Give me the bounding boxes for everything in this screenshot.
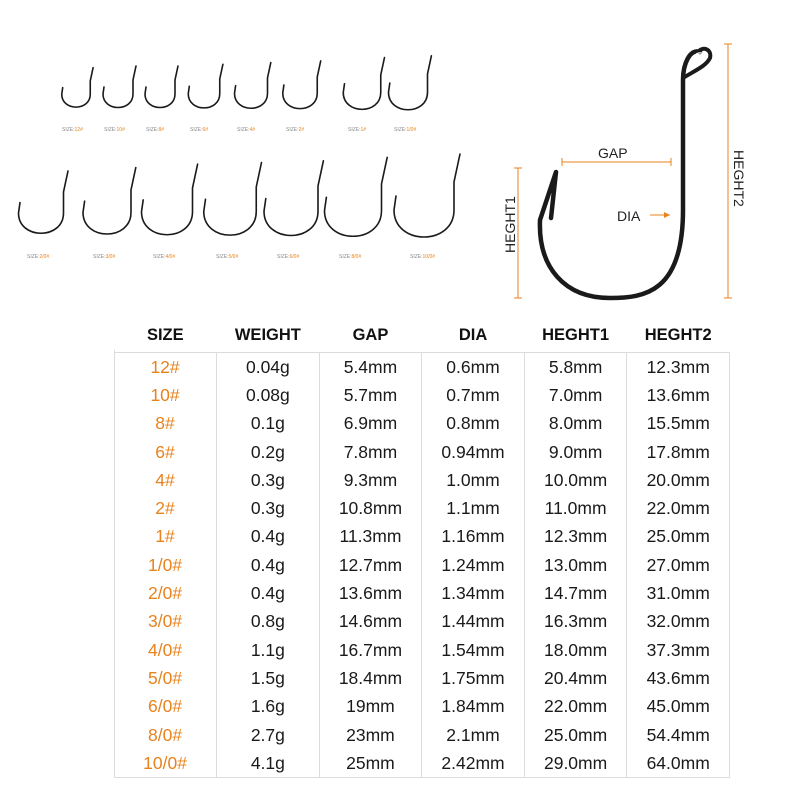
table-cell: 19mm xyxy=(319,693,422,721)
table-cell: 12.7mm xyxy=(319,551,422,579)
hook-row-small xyxy=(62,56,432,133)
hook-icon xyxy=(142,164,198,235)
hook-icon xyxy=(103,66,136,108)
table-row xyxy=(114,636,730,664)
table-cell: 1.1mm xyxy=(422,494,525,522)
column-header: HEGHT2 xyxy=(644,325,712,344)
table-cell: 4.1g xyxy=(217,749,320,778)
table-row xyxy=(114,353,730,382)
size-cell: 6/0# xyxy=(148,696,183,717)
table-cell: 11.0mm xyxy=(524,494,627,522)
column-header: SIZE xyxy=(146,325,184,344)
table-cell: 25.0mm xyxy=(524,721,627,749)
hook-size-label: SIZE:3/0# xyxy=(93,254,116,260)
table-cell: 23mm xyxy=(319,721,422,749)
table-cell: 16.3mm xyxy=(524,608,627,636)
table-cell: 0.4g xyxy=(217,551,320,579)
table-row xyxy=(114,551,730,579)
table-cell: 0.08g xyxy=(217,381,320,409)
table-row xyxy=(114,721,730,749)
size-cell: 6# xyxy=(155,441,175,462)
hook-icon xyxy=(389,56,432,110)
size-cell: 5/0# xyxy=(148,667,183,688)
size-cell: 1/0# xyxy=(148,554,183,575)
hook-size-label: SIZE:6/0# xyxy=(277,254,300,260)
column-header: GAP xyxy=(352,325,389,344)
table-cell: 37.3mm xyxy=(627,636,730,664)
table-cell: 1.44mm xyxy=(422,608,525,636)
table-cell: 20.0mm xyxy=(627,466,730,494)
table-cell: 5.4mm xyxy=(319,353,422,382)
column-header: DIA xyxy=(458,325,488,344)
table-cell: 12.3mm xyxy=(524,523,627,551)
hook-size-label: SIZE:1# xyxy=(348,127,367,133)
height1-label: HEGHT1 xyxy=(502,196,518,253)
hook-icon xyxy=(235,63,271,109)
table-cell: 0.4g xyxy=(217,579,320,607)
table-cell: 1.16mm xyxy=(422,523,525,551)
hook-icon xyxy=(264,161,323,236)
table-cell: 5.8mm xyxy=(524,353,627,382)
table-row xyxy=(114,579,730,607)
hook-row-large xyxy=(19,154,461,260)
hook-size-label: SIZE:1/0# xyxy=(394,127,417,133)
diagram-hook xyxy=(540,51,700,298)
table-row xyxy=(114,466,730,494)
table-row xyxy=(114,693,730,721)
table-cell: 5.7mm xyxy=(319,381,422,409)
size-cell: 12# xyxy=(150,356,180,377)
table-cell: 1.6g xyxy=(217,693,320,721)
size-cell: 10/0# xyxy=(143,752,187,773)
hook-icon xyxy=(145,66,178,108)
table-cell: 11.3mm xyxy=(319,523,422,551)
table-row xyxy=(114,664,730,692)
table-row xyxy=(114,523,730,551)
hook-size-label: SIZE:12# xyxy=(62,127,83,133)
height2-label: HEGHT2 xyxy=(731,150,747,207)
hook-icon xyxy=(343,58,384,110)
table-cell: 45.0mm xyxy=(627,693,730,721)
hook-size-label: SIZE:6# xyxy=(190,127,209,133)
table-cell: 9.0mm xyxy=(524,438,627,466)
table-cell: 43.6mm xyxy=(627,664,730,692)
hook-size-label: SIZE:4# xyxy=(237,127,256,133)
table-cell: 0.8g xyxy=(217,608,320,636)
table-cell: 2.7g xyxy=(217,721,320,749)
hook-diagram xyxy=(502,44,747,298)
hook-illustrations xyxy=(0,0,800,320)
table-cell: 25.0mm xyxy=(627,523,730,551)
table-cell: 10.8mm xyxy=(319,494,422,522)
hook-size-label: SIZE:5/0# xyxy=(216,254,239,260)
table-cell: 54.4mm xyxy=(627,721,730,749)
hook-icon xyxy=(83,168,136,234)
table-row xyxy=(114,749,730,778)
table-cell: 17.8mm xyxy=(627,438,730,466)
hook-size-label: SIZE:2# xyxy=(286,127,305,133)
table-cell: 0.6mm xyxy=(422,353,525,382)
table-row xyxy=(114,438,730,466)
size-cell: 2# xyxy=(155,498,175,519)
table-cell: 0.7mm xyxy=(422,381,525,409)
size-cell: 4/0# xyxy=(148,639,183,660)
table-cell: 13.6mm xyxy=(627,381,730,409)
table-cell: 1.24mm xyxy=(422,551,525,579)
table-cell: 1.1g xyxy=(217,636,320,664)
gap-label: GAP xyxy=(598,145,628,161)
table-cell: 1.5g xyxy=(217,664,320,692)
hook-icon xyxy=(188,64,223,108)
column-header: HEGHT1 xyxy=(542,325,610,344)
table-cell: 8.0mm xyxy=(524,410,627,438)
column-header: WEIGHT xyxy=(234,325,301,344)
hook-size-label: SIZE:8/0# xyxy=(339,254,362,260)
table-cell: 20.4mm xyxy=(524,664,627,692)
table-cell: 18.4mm xyxy=(319,664,422,692)
table-row xyxy=(114,410,730,438)
table-cell: 7.8mm xyxy=(319,438,422,466)
table-cell: 12.3mm xyxy=(627,353,730,382)
table-cell: 22.0mm xyxy=(524,693,627,721)
table-cell: 6.9mm xyxy=(319,410,422,438)
table-cell: 9.3mm xyxy=(319,466,422,494)
table-row xyxy=(114,381,730,409)
size-cell: 8/0# xyxy=(148,724,183,745)
table-cell: 0.94mm xyxy=(422,438,525,466)
table-cell: 14.7mm xyxy=(524,579,627,607)
hook-icon xyxy=(394,154,460,237)
table-row xyxy=(114,494,730,522)
table-cell: 27.0mm xyxy=(627,551,730,579)
hook-icon xyxy=(325,157,388,236)
size-cell: 1# xyxy=(155,526,175,547)
hook-icon xyxy=(204,163,262,236)
table-cell: 1.0mm xyxy=(422,466,525,494)
table-cell: 1.75mm xyxy=(422,664,525,692)
size-cell: 2/0# xyxy=(148,583,183,604)
table-row xyxy=(114,608,730,636)
size-cell: 3/0# xyxy=(148,611,183,632)
table-cell: 29.0mm xyxy=(524,749,627,778)
hook-size-label: SIZE:10/0# xyxy=(410,254,436,260)
table-cell: 10.0mm xyxy=(524,466,627,494)
size-cell: 10# xyxy=(150,384,180,405)
table-cell: 31.0mm xyxy=(627,579,730,607)
table-cell: 0.2g xyxy=(217,438,320,466)
table-cell: 1.54mm xyxy=(422,636,525,664)
table-cell: 16.7mm xyxy=(319,636,422,664)
table-header-row xyxy=(114,318,730,353)
hook-size-label: SIZE:8# xyxy=(146,127,165,133)
table-cell: 0.4g xyxy=(217,523,320,551)
table-cell: 13.0mm xyxy=(524,551,627,579)
table-cell: 32.0mm xyxy=(627,608,730,636)
table-cell: 2.42mm xyxy=(422,749,525,778)
hook-icon xyxy=(19,171,69,233)
hook-icon xyxy=(62,68,93,107)
table-cell: 0.8mm xyxy=(422,410,525,438)
table-cell: 22.0mm xyxy=(627,494,730,522)
table-cell: 0.1g xyxy=(217,410,320,438)
hook-size-label: SIZE:10# xyxy=(104,127,125,133)
size-cell: 4# xyxy=(155,469,175,490)
table-cell: 7.0mm xyxy=(524,381,627,409)
table-cell: 0.3g xyxy=(217,494,320,522)
table-cell: 2.1mm xyxy=(422,721,525,749)
table-cell: 0.04g xyxy=(217,353,320,382)
dia-label: DIA xyxy=(617,208,641,224)
hook-size-label: SIZE:2/0# xyxy=(27,254,50,260)
spec-table xyxy=(114,318,730,778)
table-cell: 1.34mm xyxy=(422,579,525,607)
size-cell: 8# xyxy=(155,413,175,434)
hook-icon xyxy=(283,61,321,109)
table-cell: 0.3g xyxy=(217,466,320,494)
table-cell: 64.0mm xyxy=(627,749,730,778)
table-cell: 15.5mm xyxy=(627,410,730,438)
table-cell: 14.6mm xyxy=(319,608,422,636)
table-cell: 1.84mm xyxy=(422,693,525,721)
table-cell: 13.6mm xyxy=(319,579,422,607)
table-cell: 18.0mm xyxy=(524,636,627,664)
table-cell: 25mm xyxy=(319,749,422,778)
hook-size-label: SIZE:4/0# xyxy=(153,254,176,260)
